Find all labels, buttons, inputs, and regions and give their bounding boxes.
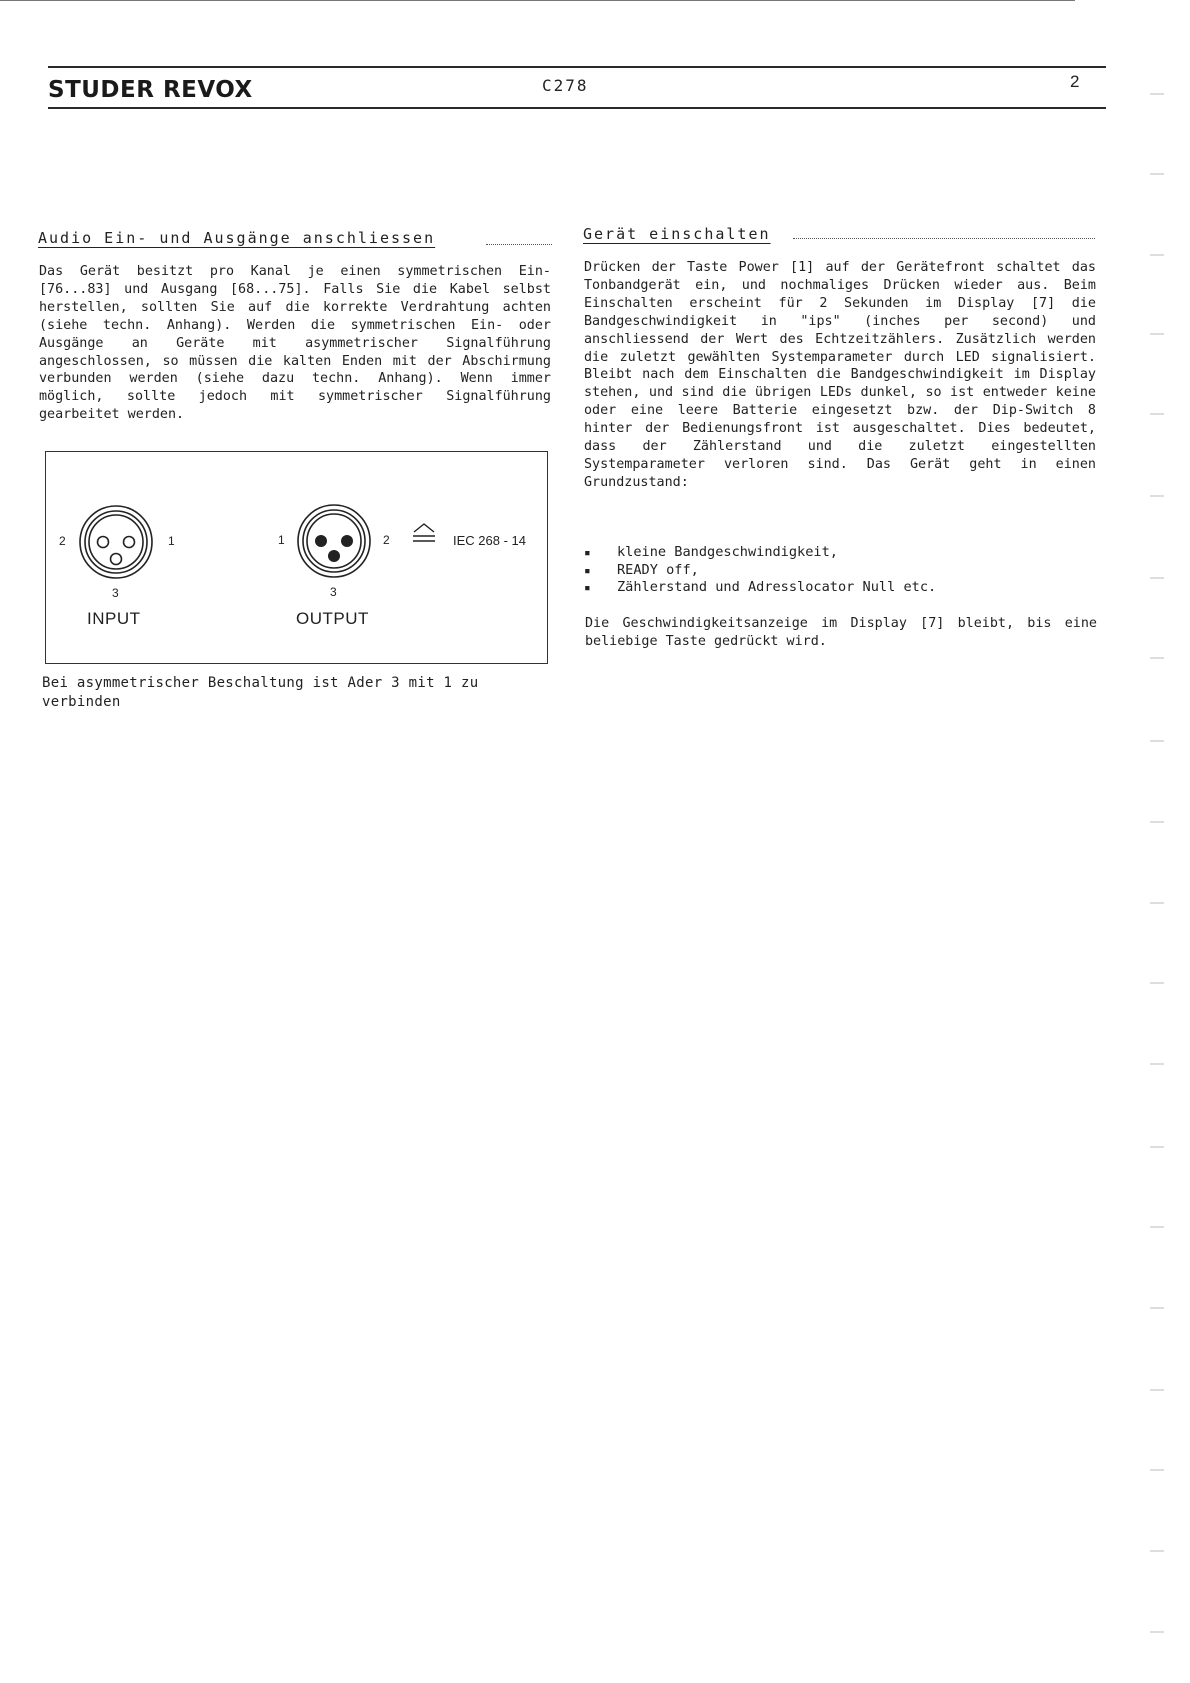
heading-leader-right: [793, 238, 1095, 239]
asymmetric-note: Bei asymmetrischer Beschaltung ist Ader 3 mit 1 zu verbinden: [42, 675, 479, 710]
default-state-list: [584, 544, 936, 597]
page-number: 2: [1070, 72, 1080, 91]
list-item: ▪ READY off,: [584, 562, 936, 580]
brand-logo: STUDER REVOX: [48, 77, 253, 103]
audio-body-text: Das Gerät besitzt pro Kanal je einen symmetrischen Ein- [76...83] und Ausgang [68...75]. Falls Sie die Kabel selbst herstellen, sollten Sie auf die korrekte Verdrahtung achten (siehe techn. Anhang). Werden die symmetrischen Ein- oder Ausgänge an Geräte mit asymmetrischer Signalführung angeschlossen, so müssen die kalten Enden mit der Abschirmung verbunden werden (siehe dazu techn. Anhang). Wenn immer möglich, sollte jedoch mit symmetrischer Signalführung gearbeitet werden.: [39, 264, 551, 423]
section-heading-power: Gerät einschalten: [583, 225, 771, 243]
list-item: ▪ kleine Bandgeschwindigkeit,: [584, 544, 936, 562]
output-pin-1: 1: [278, 533, 285, 547]
input-connector-icon: [80, 506, 152, 578]
header-bottom-rule: [48, 107, 1106, 109]
heading-leader-left: [486, 244, 552, 245]
speed-display-note: Die Geschwindigkeitsanzeige im Display [7] bleibt, bis eine beliebige Taste gedrückt wird.: [585, 616, 1097, 649]
input-pin-1: 1: [168, 534, 175, 548]
correspondence-symbol-icon: [413, 524, 435, 541]
output-label: OUTPUT: [296, 609, 369, 628]
input-label: INPUT: [87, 609, 141, 628]
margin-scan-marks: [1148, 0, 1168, 1683]
output-pin-2: 2: [383, 533, 390, 547]
power-body-text: Drücken der Taste Power [1] auf der Gerätefront schaltet das Tonbandgerät ein, und nochmaliges Drücken wieder aus. Beim Einschalten erscheint für 2 Sekunden im Display [7] die Bandgeschwindigkeit in "ips" (inches per second) und anschliessend der Wert des Echtzeitzählers. Zusätzlich werden die zuletzt gewählten Systemparameter durch LED signalisiert. Bleibt nach dem Einschalten die Bandgeschwindigkeit im Display stehen, und sind die übrigen LEDs dunkel, so ist entweder keine oder eine leere Batterie eingesetzt bzw. der Dip-Switch 8 hinter der Bedienungsfront ist ausgeschaltet. Dies bedeutet, dass der Zählerstand und die zuletzt eingestellten Systemparameter verloren sind. Das Gerät geht in einen Grundzustand:: [584, 260, 1096, 490]
output-pin-3: 3: [330, 585, 337, 599]
input-pin-3: 3: [112, 586, 119, 600]
xlr-diagram: [46, 452, 549, 665]
output-connector-icon: [298, 505, 370, 577]
list-item: ▪ Zählerstand und Adresslocator Null etc.: [584, 579, 936, 597]
model-number: C278: [542, 76, 589, 95]
iec-standard-label: IEC 268 - 14: [453, 533, 526, 548]
scan-edge-line: [0, 0, 1075, 1]
header-top-rule: [48, 66, 1106, 68]
section-heading-audio: Audio Ein- und Ausgänge anschliessen: [38, 229, 436, 247]
input-pin-2: 2: [59, 534, 66, 548]
xlr-connector-figure: [45, 451, 548, 664]
